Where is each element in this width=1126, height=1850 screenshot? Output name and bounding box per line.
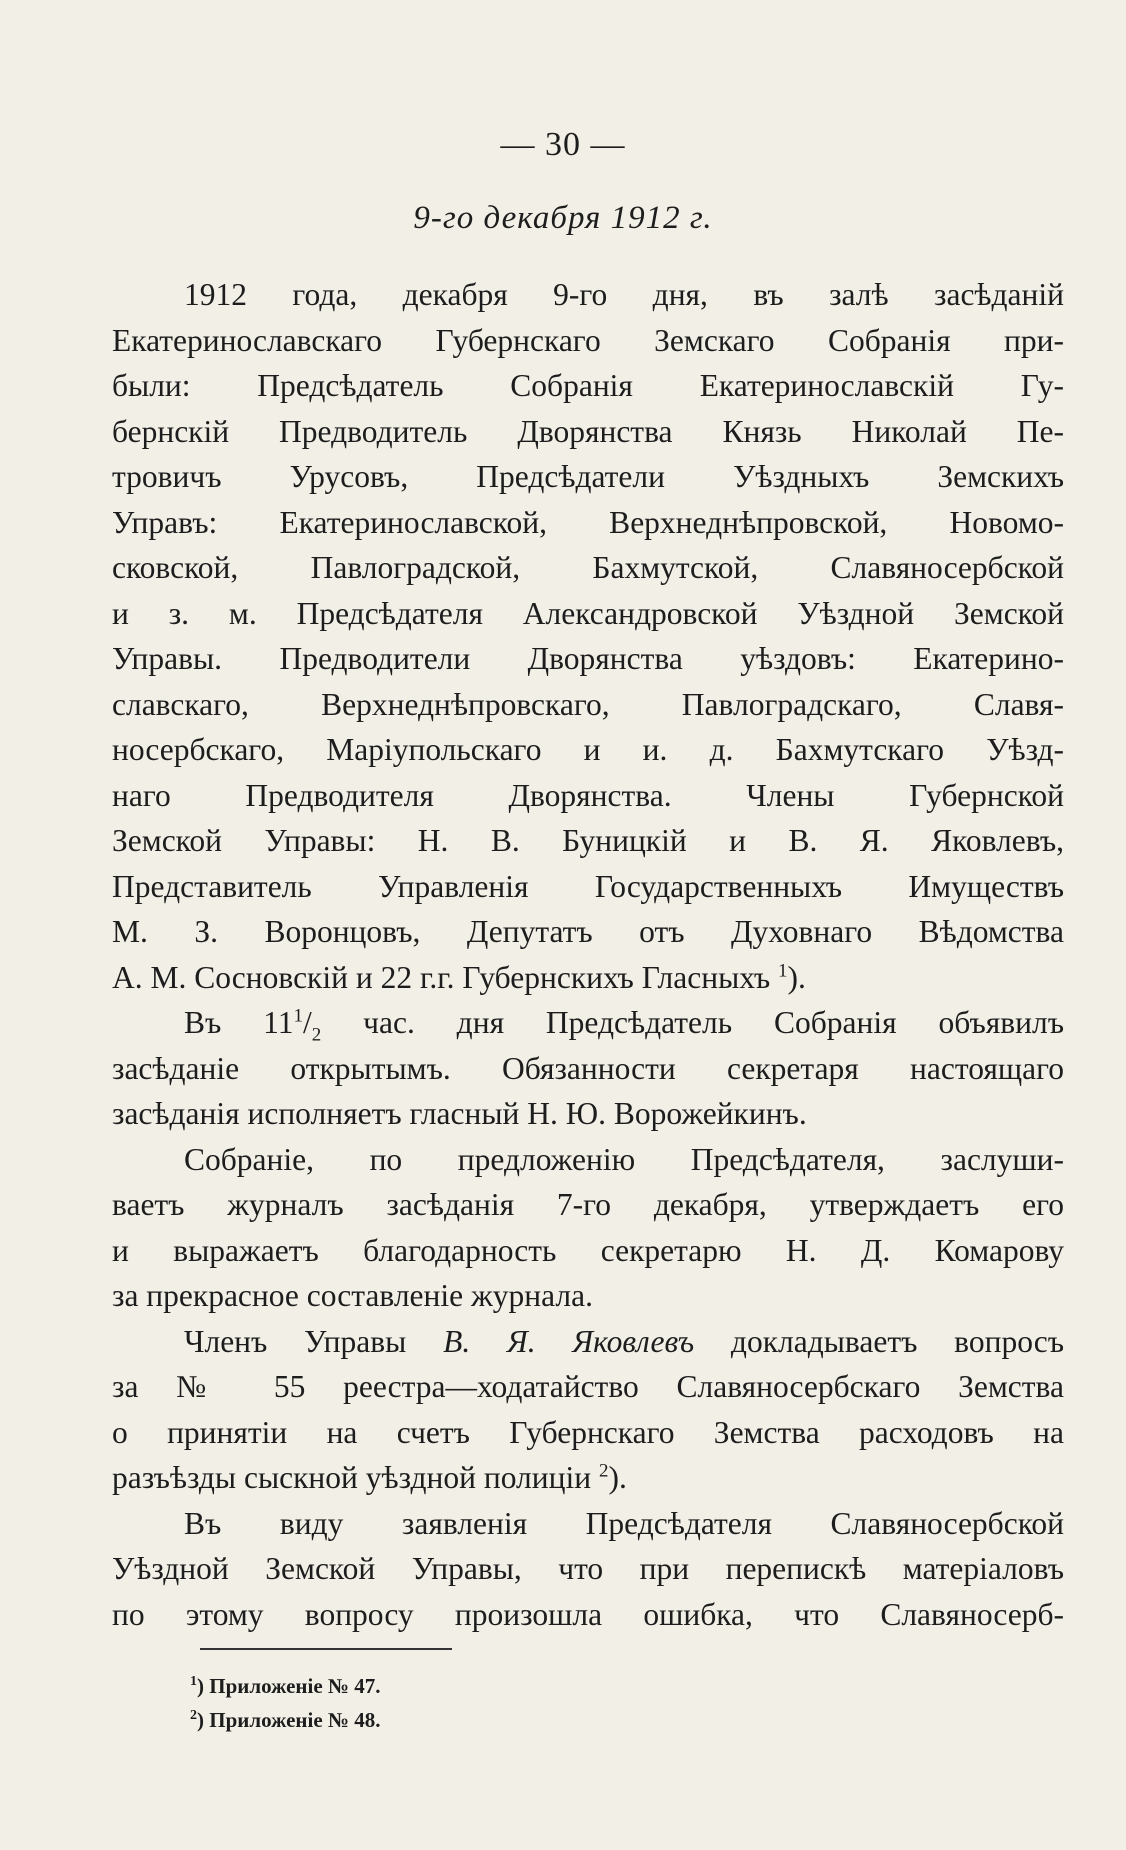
text-line: по этому вопросу произошла ошибка, что Славяносерб-	[112, 1596, 1064, 1632]
text-line: бернскій Предводитель Дворянства Князь Николай Пе-	[112, 413, 1064, 449]
page-number: — 30 —	[500, 126, 626, 163]
text-line: были: Предсѣдатель Собранія Екатеринославскій Гу-	[112, 368, 1064, 403]
paragraph-4	[112, 1319, 1064, 1501]
text-line: и з. м. Предсѣдателя Александровской Уѣздной Земской	[112, 595, 1064, 631]
text-line: Управъ: Екатеринославской, Верхнеднѣпровской, Новомо-	[112, 504, 1064, 540]
fraction-denominator: 2	[311, 1024, 322, 1046]
footnote-ref: 1	[777, 960, 788, 981]
footnote-ref: 2	[598, 1460, 609, 1482]
line-text: разъѣзды сыскной уѣздной полиціи	[112, 1460, 592, 1495]
fraction-numerator: 1	[293, 1005, 303, 1027]
line-text: час. дня Предсѣдатель Собранія объявилъ	[321, 1005, 1064, 1040]
text-line: Уѣздной Земской Управы, что при перепискѣ матеріаловъ	[112, 1551, 1064, 1586]
text-line: Управы. Предводители Дворянства уѣздовъ: Екатерино-	[112, 641, 1064, 676]
text-line: сковской, Павлоградской, Бахмутской, Славяносербской	[112, 550, 1064, 585]
paragraph-3	[112, 1137, 1064, 1319]
text-line	[112, 955, 1064, 1001]
footnote-divider	[200, 1648, 452, 1650]
text-line: засѣданія исполняетъ гласный Н. Ю. Ворожейкинъ.	[112, 1096, 807, 1131]
footnote	[190, 1699, 381, 1733]
text-line: Екатеринославскаго Губернскаго Земскаго Собранія при-	[112, 322, 1064, 358]
text-line: тровичъ Урусовъ, Предсѣдатели Уѣздныхъ Земскихъ	[112, 459, 1064, 494]
text-line: о принятіи на счетъ Губернскаго Земства расходовъ на	[112, 1414, 1064, 1450]
text-line	[112, 1319, 1064, 1365]
footnotes	[190, 1665, 381, 1733]
text-line: наго Предводителя Дворянства. Члены Губернской	[112, 777, 1064, 813]
text-line: засѣданіе открытымъ. Обязанности секретаря настоящаго	[112, 1050, 1064, 1086]
footnote-text: Приложеніе № 47.	[209, 1674, 381, 1698]
text-line: Земской Управы: Н. В. Буницкій и В. Я. Яковлевъ,	[112, 823, 1064, 858]
line-text: Въ 11	[184, 1005, 294, 1040]
footnote-mark: 2	[190, 1708, 197, 1723]
text-line: за № 55 реестра—ходатайство Славяносербскаго Земства	[112, 1369, 1064, 1404]
text-line: Представитель Управленія Государственныхъ Имуществъ	[112, 868, 1064, 904]
paragraph-1	[112, 272, 1064, 1000]
text-line	[112, 1455, 1064, 1501]
date-heading: 9-го декабря 1912 г.	[413, 200, 713, 236]
fraction-slash: /	[303, 1005, 312, 1040]
paragraph-2	[112, 1000, 1064, 1137]
text-line: и выражаетъ благодарность секретарю Н. Д. Комарову	[112, 1232, 1064, 1268]
paragraph-5	[112, 1501, 1064, 1638]
footnote-mark: 1	[190, 1674, 197, 1689]
footnote-bracket: )	[197, 1708, 204, 1732]
text-line: М. З. Воронцовъ, Депутатъ отъ Духовнаго Вѣдомства	[112, 914, 1064, 949]
line-text: Членъ Управы	[184, 1323, 444, 1359]
line-text: докладываетъ вопросъ	[694, 1323, 1064, 1359]
text-line	[112, 1000, 1064, 1046]
text-line: славскаго, Верхнеднѣпровскаго, Павлоградскаго, Славя-	[112, 686, 1064, 722]
body-text	[112, 272, 1064, 1637]
person-name: В. Я. Яковлевъ	[443, 1323, 695, 1359]
text-line: ваетъ журналъ засѣданія 7-го декабря, утверждаетъ его	[112, 1187, 1064, 1222]
text-line: Въ виду заявленія Предсѣдателя Славяносербской	[184, 1505, 1064, 1541]
footnote-bracket: )	[197, 1674, 204, 1698]
line-text: А. М. Сосновскій и 22 г.г. Губернскихъ Гласныхъ	[112, 959, 771, 995]
line-text: ).	[608, 1460, 627, 1495]
text-line: 1912 года, декабря 9-го дня, въ залѣ засѣданій	[184, 277, 1064, 312]
footnote	[190, 1665, 381, 1699]
text-line: носербскаго, Маріупольскаго и и. д. Бахмутскаго Уѣзд-	[112, 732, 1064, 767]
footnote-text: Приложеніе № 48.	[209, 1708, 381, 1732]
text-line: Собраніе, по предложенію Предсѣдателя, заслуши-	[184, 1141, 1064, 1177]
text-line: за прекрасное составленіе журнала.	[112, 1278, 593, 1313]
line-text: ).	[787, 959, 806, 995]
